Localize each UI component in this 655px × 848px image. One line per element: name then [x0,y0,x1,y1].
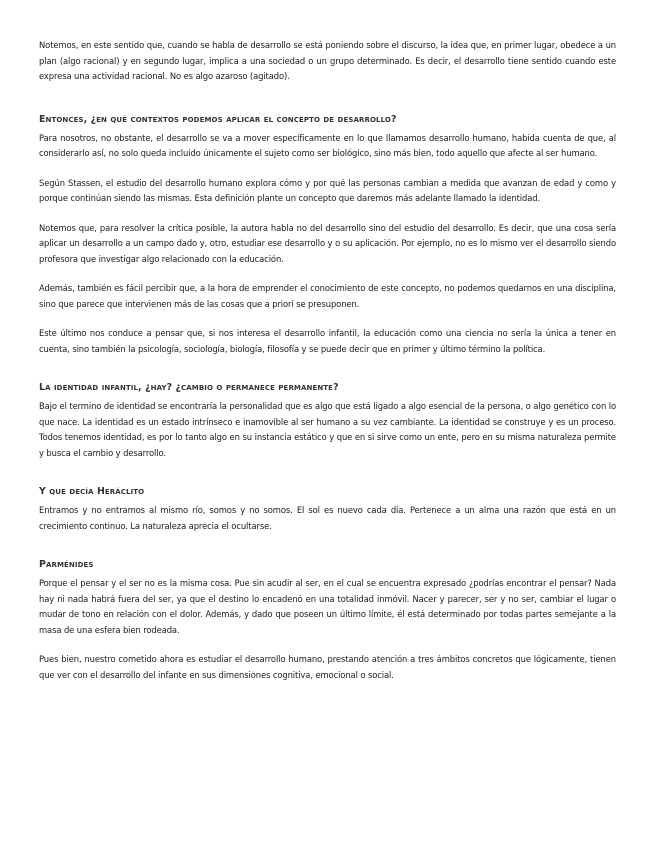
paragraph-desarrollo-humano: Para nosotros, no obstante, el desarrollo se va a mover específicamente en lo que llamamos desarrollo humano, habida cuenta de que, al considerarlo así, no solo queda incluido únicamente el sujeto como ser biológico, sino más bien, todo aquello que afecte al ser humano. [39,132,616,158]
heading-parmenides: Parménides [39,559,94,570]
paragraph-cometido: Pues bien, nuestro cometido ahora es estudiar el desarrollo humano, prestando atención a tres ámbitos concretos que lógicamente, tienen que ver con el desarrollo del infante en sus dimensiones cognitiva, emocional o social. [39,654,616,680]
paragraph-identidad: Bajo el termino de identidad se encontraría la personalidad que es algo que está ligado a algo esencial de la persona, o algo genético con lo que nace. La identidad es un estado intrínseco e inamovible al ser humano a su vez cambiante. La identidad se construye y es un proceso. Todos tenemos identidad, es por lo tanto algo en su instancia estático y que en si sirve como un ente, pero en su misma naturaleza permite y busca el cambio y desarrollo. [39,401,616,458]
paragraph-stassen: Según Stassen, el estudio del desarrollo humano explora cómo y por qué las personas cambian a medida que avanzan de edad y como y porque continúan siendo las mismas. Esta definición plante un concepto que daremos más adelante llamado la identidad. [39,177,616,203]
paragraph-parmenides: Porque el pensar y el ser no es la misma cosa. Pue sin acudir al ser, en el cual se encuentra expresado ¿podrías encontrar el pensar? Nada hay ni nada habrá fuera del ser, ya que el destino lo encadenó en una totalidad inmóvil. Nacer y parecer, ser y no ser, cambiar el lugar o mudar de tono en relación con el dolor. Además, y dado que poseen un último límite, él está determinado por todas partes semejante a la masa de una esfera bien rodeada. [39,578,616,635]
paragraph-desarrollo-infantil: Este último nos conduce a pensar que, si nos interesa el desarrollo infantil, la educación como una ciencia no sería la única a tener en cuenta, sino también la psicología, sociología, biología, filosofía y se puede decir que en primer y último término la política. [39,328,616,354]
paragraph-intro: Notemos, en este sentido que, cuando se habla de desarrollo se está poniendo sobre el discurso, la idea que, en primer lugar, obedece a un plan (algo racional) y en segundo lugar, implica a una sociedad o un grupo determinado. Es decir, el desarrollo tiene sentido cuando este expresa una actividad racional. No es algo azaroso (agitado). [39,40,616,81]
paragraph-critica: Notemos que, para resolver la crítica posible, la autora habla no del desarrollo sino del estudio del desarrollo. Es decir, que una cosa sería aplicar un desarrollo a un campo dado y, otro, estudiar ese desarrollo y o su aplicación. Por ejemplo, no es lo mismo ver el desarrollo siendo profesora que investigar algo relacionado con la educación. [39,222,616,264]
paragraph-heraclito: Entramos y no entramos al mismo río, somos y no somos. El sol es nuevo cada día. Pertenece a un alma una razón que está en un crecimiento continuo. La naturaleza aprecia el ocultarse. [39,505,616,531]
heading-heraclito: Y que decía Heráclito [39,486,145,497]
paragraph-disciplina: Además, también es fácil percibir que, a la hora de emprender el conocimiento de este concepto, no podemos quedarnos en una disciplina, sino que parece que intervienen más de las cosas que a priori se presuponen. [39,283,616,309]
heading-identidad-infantil: La identidad infantil, ¿hay? ¿cambio o permanece permanente? [39,382,339,393]
document-body [39,38,616,697]
heading-contexts: Entonces, ¿en qué contextos podemos aplicar el concepto de desarrollo? [39,113,397,125]
